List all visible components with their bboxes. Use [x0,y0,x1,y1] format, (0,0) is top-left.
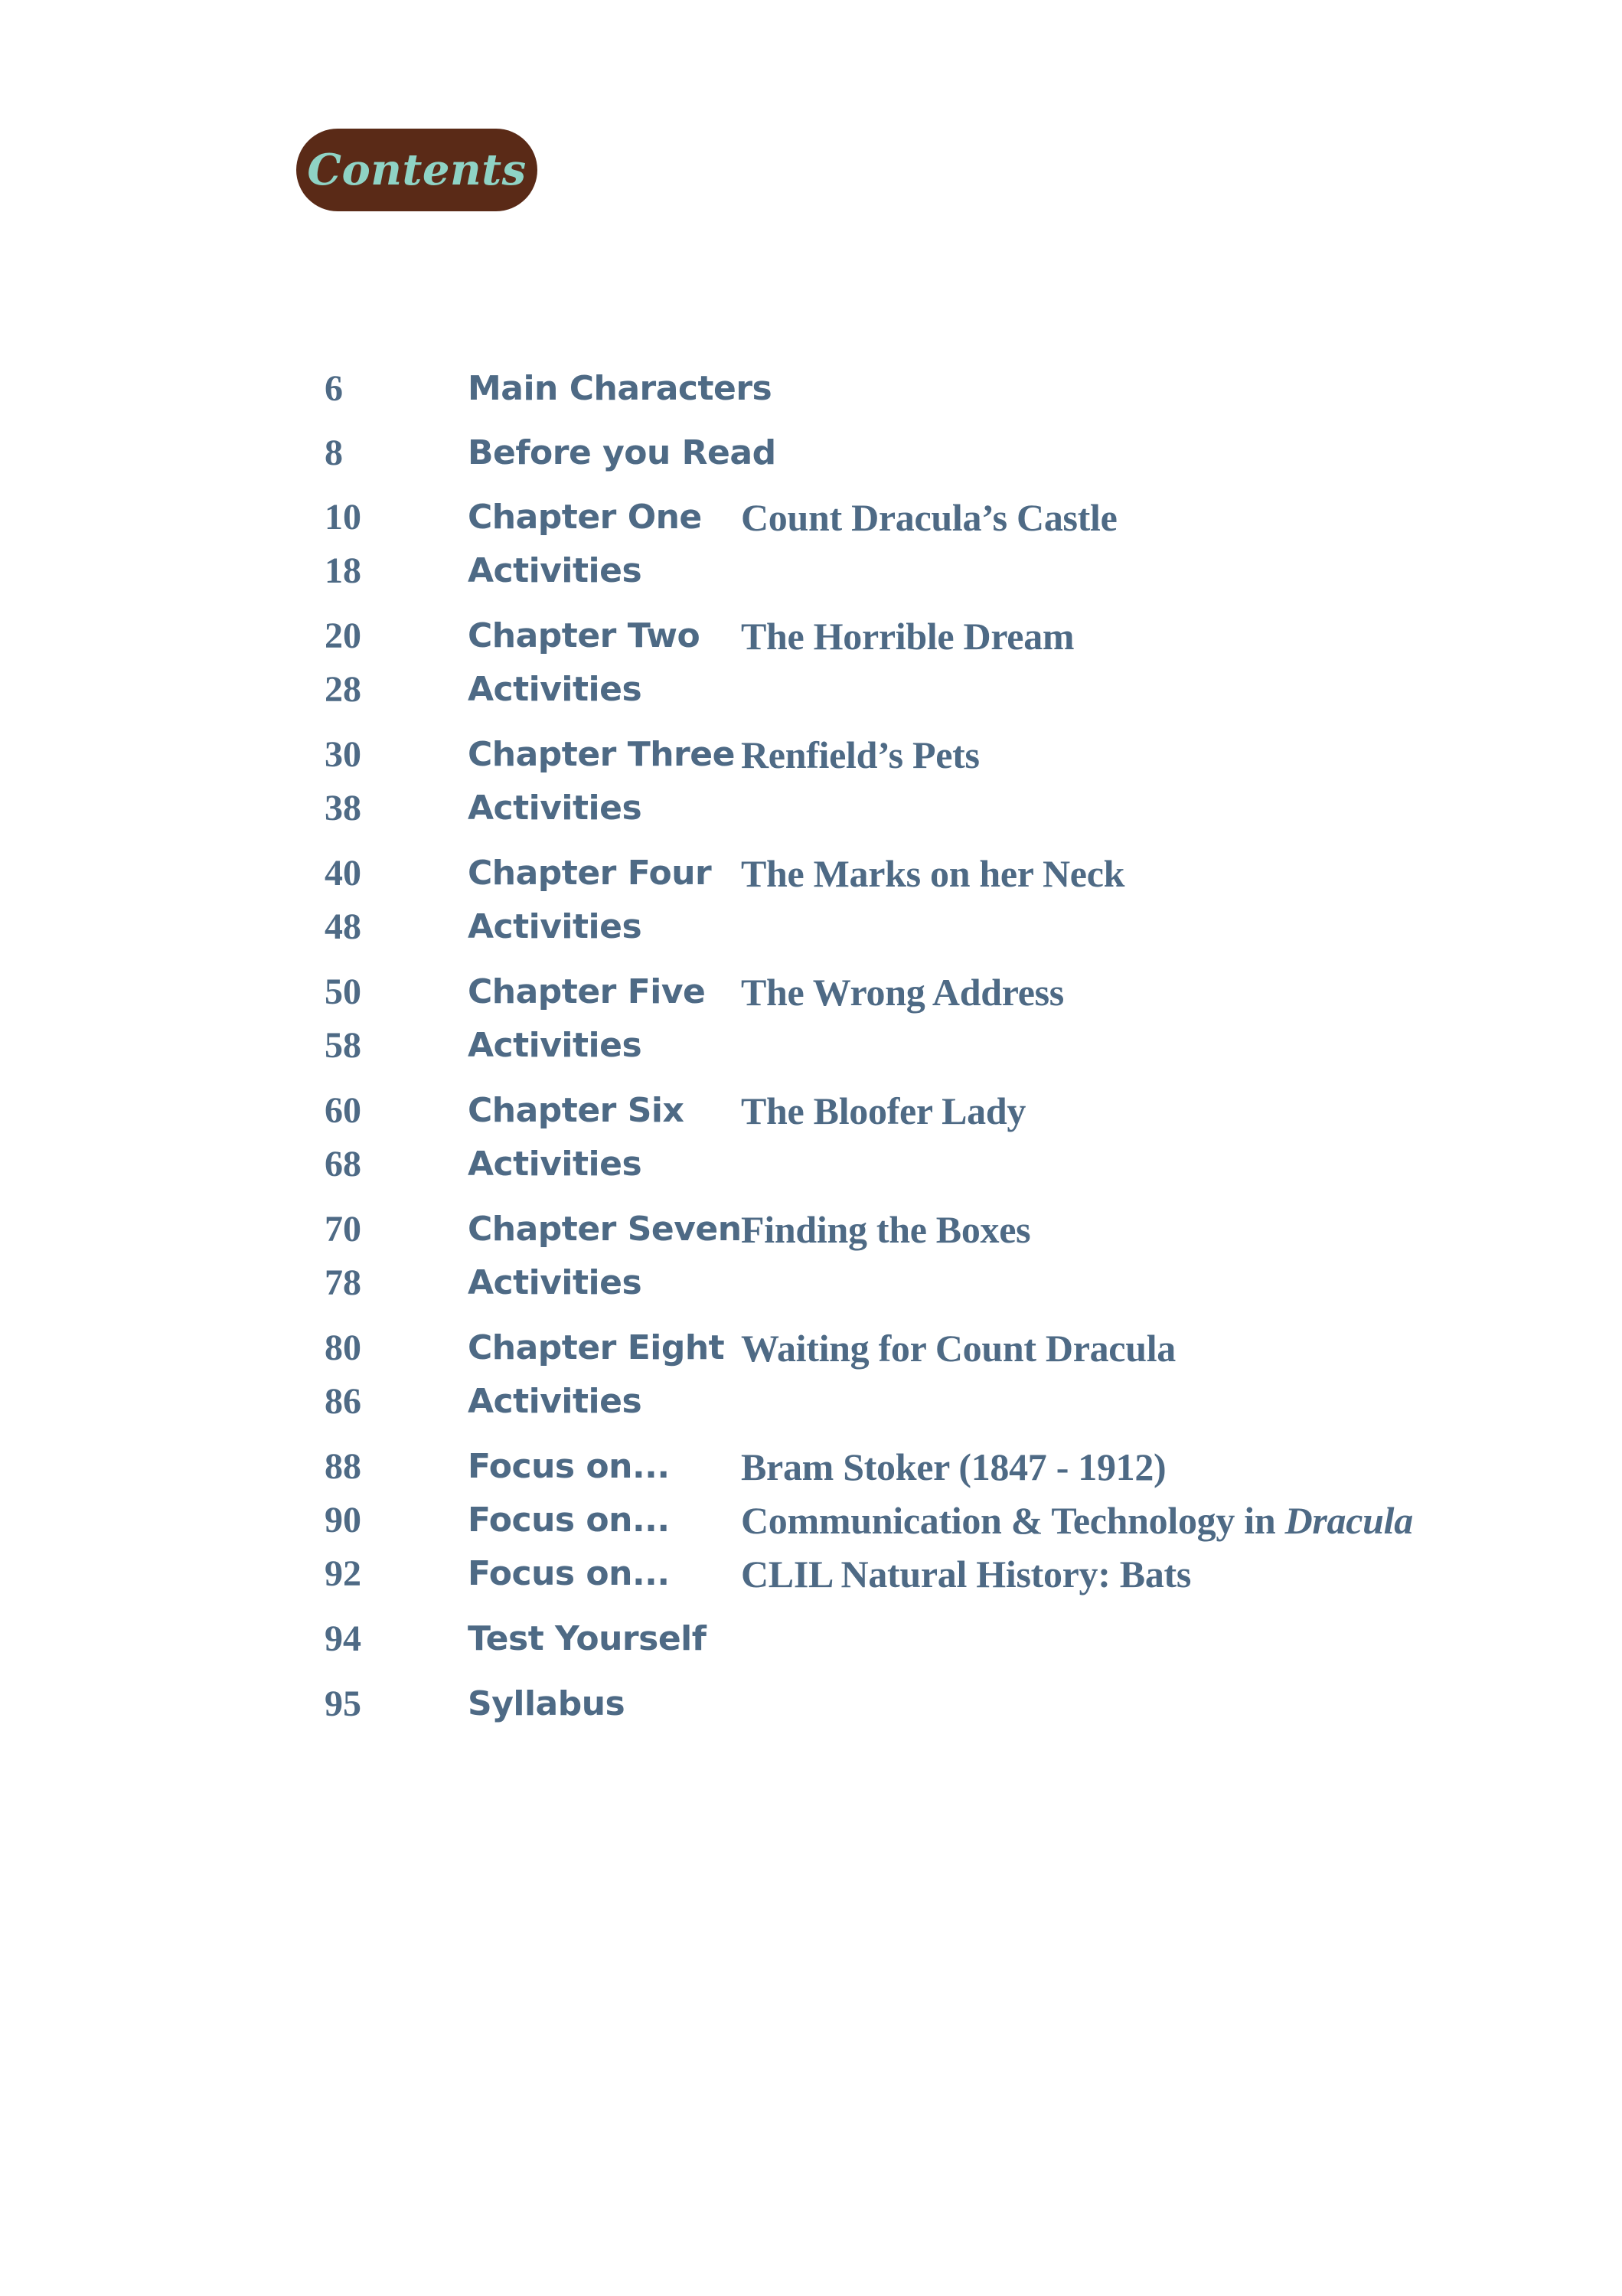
toc-title-italic-text: Dracula [1284,1499,1413,1542]
toc-page-number: 94 [325,1618,361,1659]
toc-chapter-title: The Horrible Dream [741,615,1075,658]
toc-section-label: Activities [468,1263,642,1302]
toc-chapter-title: Renfield’s Pets [741,733,980,776]
toc-page-number: 88 [325,1446,361,1487]
toc-row[interactable] [0,900,1622,954]
toc-section-label: Test Yourself [468,1619,707,1658]
toc-section-label: Chapter Four [468,854,712,893]
toc-page-number: 92 [325,1553,361,1594]
toc-row[interactable] [0,362,1622,416]
toc-page-number: 28 [325,669,361,710]
toc-page-number: 90 [325,1500,361,1540]
toc-page-number: 18 [325,550,361,591]
toc-section-label: Chapter Six [468,1091,684,1130]
toc-row[interactable] [0,782,1622,835]
toc-section-label: Main Characters [468,369,772,408]
toc-row[interactable] [0,728,1622,782]
toc-section-label: Activities [468,1382,642,1421]
toc-page-number: 38 [325,788,361,828]
toc-section-label: Chapter Two [468,616,700,655]
toc-section-label: Chapter Seven [468,1210,742,1249]
toc-page-number: 60 [325,1090,361,1131]
toc-page-number: 8 [325,433,343,473]
toc-page-number: 30 [325,734,361,775]
toc-row[interactable] [0,1375,1622,1429]
toc-row[interactable] [0,426,1622,480]
toc-section-label: Chapter One [468,498,702,537]
toc-row[interactable] [0,491,1622,544]
toc-section-label: Activities [468,670,642,709]
toc-section-label: Activities [468,789,642,828]
toc-section-label: Activities [468,551,642,590]
toc-row[interactable] [0,965,1622,1019]
toc-row[interactable] [0,1547,1622,1601]
toc-row[interactable] [0,544,1622,598]
toc-row[interactable] [0,1084,1622,1138]
toc-section-label: Before you Read [468,433,776,472]
toc-page-number: 40 [325,853,361,893]
toc-page-number: 86 [325,1381,361,1422]
toc-page-number: 10 [325,497,361,537]
toc-page-number: 58 [325,1025,361,1066]
toc-section-label: Chapter Eight [468,1328,725,1367]
toc-section-label: Activities [468,907,642,946]
toc-page-number: 70 [325,1209,361,1249]
toc-row[interactable] [0,663,1622,717]
toc-row[interactable] [0,847,1622,900]
toc-chapter-title [741,1494,1413,1547]
toc-row[interactable] [0,609,1622,663]
toc-chapter-title: Bram Stoker (1847 - 1912) [741,1445,1167,1488]
toc-page-number: 20 [325,616,361,656]
toc-chapter-title: Waiting for Count Dracula [741,1327,1176,1370]
toc-row[interactable] [0,1494,1622,1547]
contents-heading-badge: Contents [296,129,537,211]
toc-chapter-title: Count Dracula’s Castle [741,496,1118,539]
toc-section-label: Syllabus [468,1684,625,1723]
toc-page-number: 68 [325,1144,361,1184]
toc-row[interactable] [0,1612,1622,1666]
toc-section-label: Focus on... [468,1447,670,1486]
toc-section-label: Focus on... [468,1501,670,1540]
toc-row[interactable] [0,1677,1622,1731]
toc-row[interactable] [0,1019,1622,1073]
toc-section-label: Focus on... [468,1554,670,1593]
toc-page-number: 95 [325,1684,361,1724]
toc-row[interactable] [0,1321,1622,1375]
toc-page-number: 6 [325,368,343,409]
toc-section-label: Activities [468,1026,642,1065]
toc-row[interactable] [0,1440,1622,1494]
toc-chapter-title: The Bloofer Lady [741,1089,1026,1132]
toc-page-number: 50 [325,972,361,1012]
toc-chapter-title: The Marks on her Neck [741,852,1125,895]
toc-page-number: 80 [325,1328,361,1368]
toc-row[interactable] [0,1203,1622,1256]
toc-chapter-title: The Wrong Address [741,971,1064,1014]
toc-chapter-title: Finding the Boxes [741,1208,1031,1251]
toc-title-text: Communication & Technology in [741,1499,1285,1542]
toc-row[interactable] [0,1138,1622,1191]
toc-chapter-title: CLIL Natural History: Bats [741,1553,1192,1595]
toc-section-label: Chapter Three [468,735,735,774]
toc-page-number: 48 [325,906,361,947]
toc-section-label: Chapter Five [468,972,706,1011]
toc-section-label: Activities [468,1145,642,1184]
toc-row[interactable] [0,1256,1622,1310]
toc-page-number: 78 [325,1262,361,1303]
